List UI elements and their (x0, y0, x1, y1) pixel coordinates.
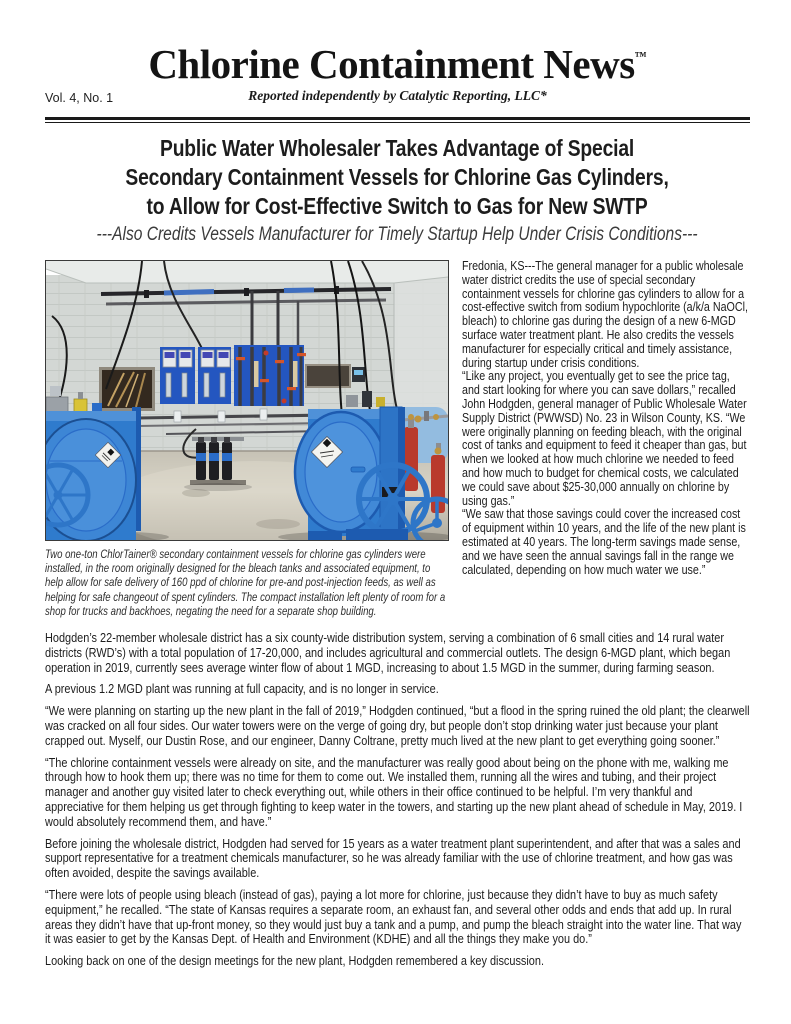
volume-label: Vol. 4, No. 1 (45, 91, 114, 105)
masthead-divider-rule (45, 117, 750, 123)
newsletter-title (45, 34, 750, 86)
photo-column (45, 260, 449, 618)
headline-line-1: Public Water Wholesaler Takes Advantage of Special (160, 135, 635, 161)
headline-line-2: Secondary Containment Vessels for Chlorine Gas Cylinders, (125, 164, 670, 190)
newsletter-title-text: Chlorine Containment News (148, 41, 635, 87)
body-paragraph: Looking back on one of the design meetings for the new plant, Hodgden remembered a key discussion. (45, 953, 544, 969)
masthead-row (45, 88, 750, 108)
photo-caption: Two one-ton ChlorTainer® secondary containment vessels for chlorine gas cylinders were installed, in the room originally designed for the bleach tanks and associated equipment, to help allow for safe delivery of 160 ppd of chlorine for pre-and post-injection feeds, as well as helping for safe changeout of spent cylinders. The compact installation left plenty of room for a shop for trucks and backhoes, negating the need for a separate shop building. (45, 547, 446, 618)
headline-line-3: to Allow for Cost-Effective Switch to Gas for New SWTP (146, 193, 649, 219)
body-text-block (45, 631, 750, 969)
photo-caption-block (45, 547, 449, 618)
subheadline: ---Also Credits Vessels Manufacturer for Timely Startup Help Under Crisis Conditions--- (96, 224, 699, 245)
lead-paragraph: “We saw that those savings could cover the increased cost of equipment within 10 years, and the life of the new plant is estimated at 40 years. The long-term savings made sense, and we have seen the annual savings fall in the range we calculated, depending on how much water we use.” (462, 507, 746, 577)
body-paragraph: Before joining the wholesale district, Hodgden had served for 15 years as a water treatment plant superintendent, and after that was a sales and support representative for a treatment chemicals manufacturer, so he was already familiar with the use of chlorine treatment, and how gas was often avoided, despite the savings available. (45, 835, 741, 881)
chlorine-room-photo (45, 260, 449, 541)
trademark-symbol: ™ (634, 49, 647, 63)
body-paragraph: “The chlorine containment vessels were already on site, and the manufacturer was really good about being on the phone with me, walking me through how to hook them up; there was no time for them to come out. We installed them, running all the wires and tubing, and their project manager and another guy visited later to check everything out, while others in their office continued to be helpful. I’m very thankful and appreciative for them helping us get through fighting to keep water in the towers, and starting up the new plant ahead of schedule in May, 2019. I would absolutely recommend them, and have.” (45, 754, 743, 829)
window (99, 367, 155, 411)
lead-paragraph: “Like any project, you eventually get to see the price tag, and start looking for where you can save dollars,” recalled John Hodgden, general manager of Public Wholesale Water Supply District (PWWSD) No. 23 in Wilson County, KS. “We were originally planning on feeding bleach, with the original cost of tanks and equipment to feed it cheaper than gas, but when we looked at how much chlorine we needed to feed and how much to budget for chemical costs, we calculated we could save about $25-30,000 annually on chlorine by using gas.” (462, 369, 747, 508)
article-columns (45, 260, 750, 618)
body-paragraph: A previous 1.2 MGD plant was running at full capacity, and is no longer in service. (45, 681, 439, 697)
masthead (45, 34, 750, 123)
body-paragraph: “We were planning on starting up the new plant in the fall of 2019,” Hodgden continued, “but a flood in the spring ruined the old plant; the clearwell was cracked on all four sides. Our water towers were on the verge of going dry, but people don’t stop drinking water just because your plant crapped out. Myself, our Dustin Rose, and our engineer, Danny Coltrane, pretty much lived at the new plant to get everything going sooner.” (45, 703, 750, 748)
tagline: Reported independently by Catalytic Reporting, LLC* (248, 88, 547, 103)
headline (45, 134, 750, 221)
lead-paragraph: Fredonia, KS---The general manager for a public wholesale water district credits the use of special secondary containment vessels for chlorine gas cylinders to allow for a cost-effective switch from sodium hypochlorite (a/k/a NaOCl, bleach) to chlorine gas during the design of a new 6-MGD surface water treatment plant. He also credits the vessels manufacturer for especially critical and timely assistance, during startup under crisis conditions. (462, 259, 748, 370)
chlorine-room-illustration (46, 261, 448, 540)
headline-block (45, 134, 750, 247)
lead-column (462, 260, 750, 618)
body-paragraph: “There were lots of people using bleach (instead of gas), paying a lot more for chlorine, just because they didn’t have to buy as much safety equipment,” he recalled. “The state of Kansas requires a separate room, an exhaust fan, and several other odds and ends that add up. In rural areas they didn’t have that up-front money, so they would just buy a tank and a pump, and pump the bleach straight into the water line. That way it was easier to get by the Kansas Dept. of Health and Environment (KDHE) and all the things they make you do.” (45, 886, 742, 947)
body-paragraph: Hodgden’s 22-member wholesale district has a six county-wide distribution system, serving a combination of 6 small cities and 14 rural water districts (RWD’s) with a total population of 17-20,000, and includes agricultural and commercial outlets. The design 6-MGD plant, which began operation in 2019, currently sees average winter flow of about 1 MGD, increasing to about 1.5 MGD in the summer, during farming season. (45, 630, 731, 675)
